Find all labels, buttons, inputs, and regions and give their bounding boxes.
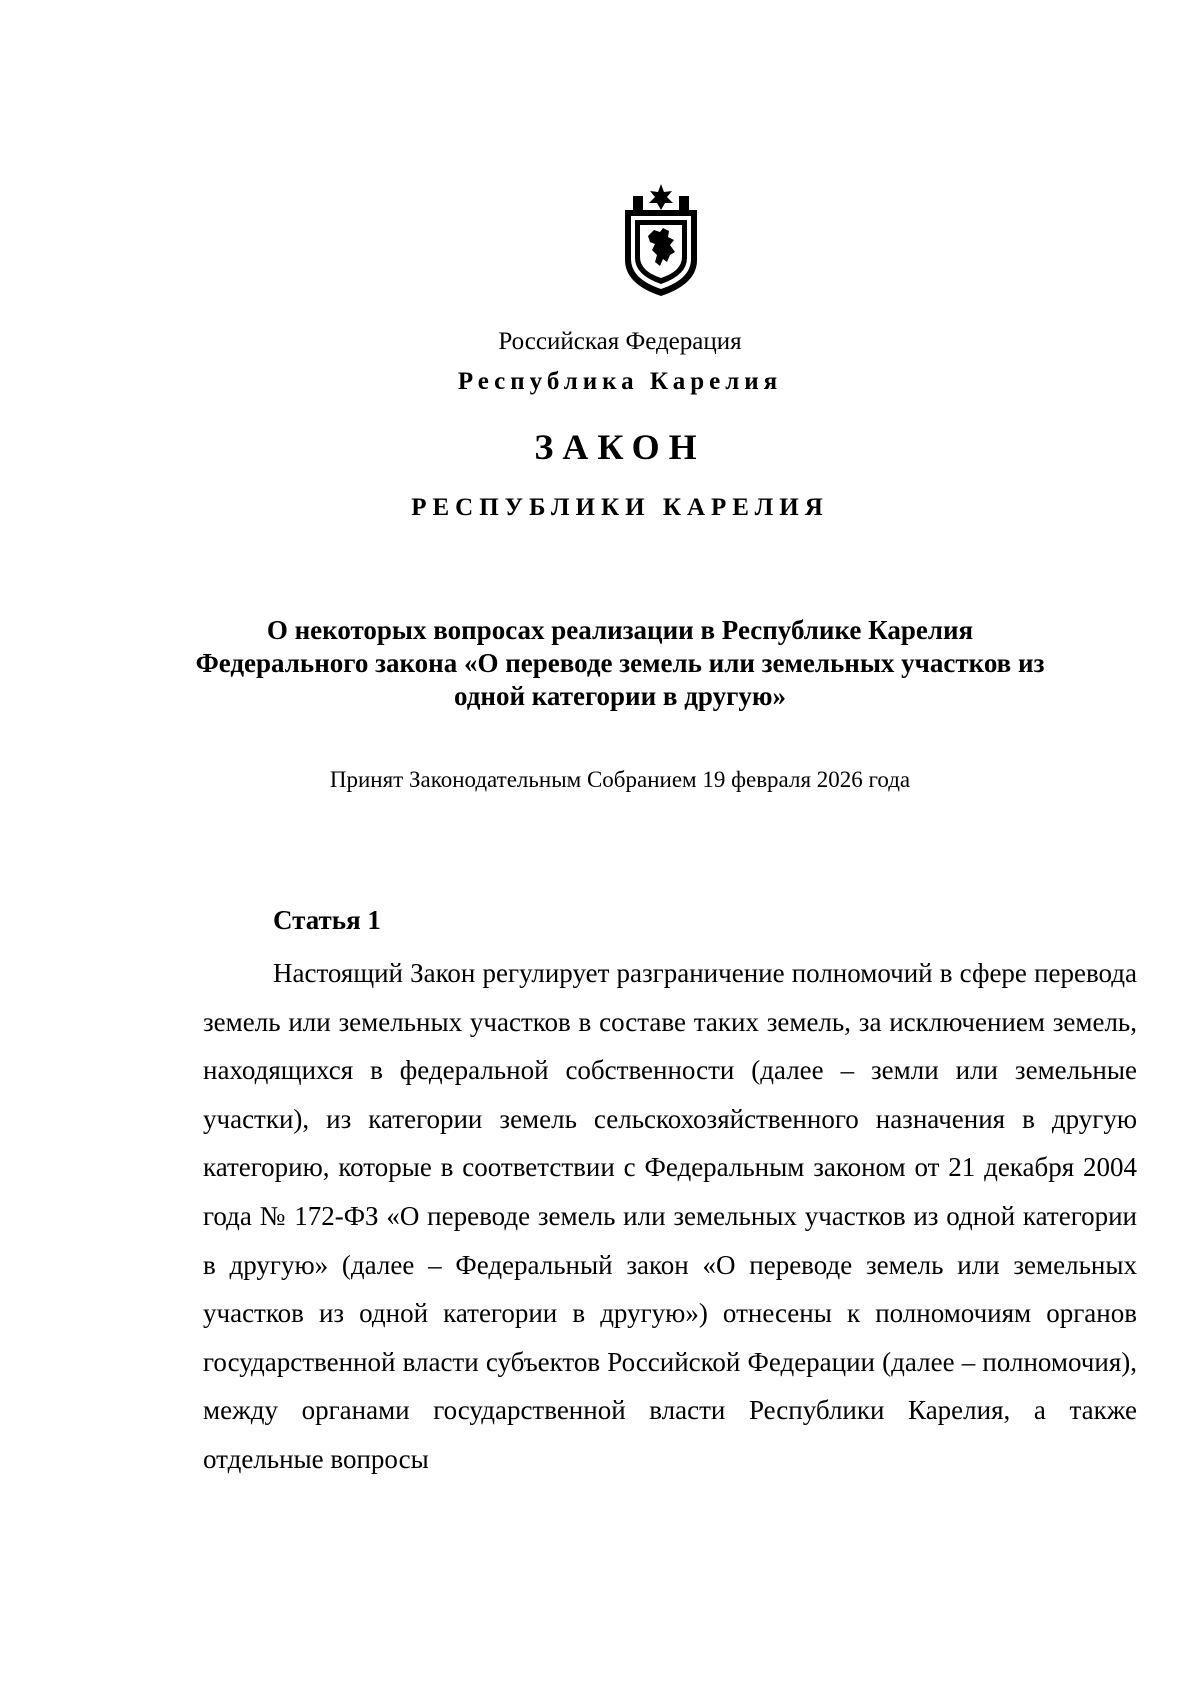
coat-of-arms-icon xyxy=(617,182,705,298)
article-heading: Статья 1 xyxy=(273,905,381,935)
law-title-line: одной категории в другую» xyxy=(454,681,786,711)
country-name: Российская Федерация xyxy=(498,328,742,355)
emblem-star xyxy=(649,184,673,210)
law-title-line: О некоторых вопросах реализации в Республике Карелия xyxy=(266,615,974,645)
law-subject: РЕСПУБЛИКИ КАРЕЛИЯ xyxy=(411,494,829,521)
law-title-line: Федерального закона «О переводе земель или земельных участков из xyxy=(195,648,1045,678)
article-text: Настоящий Закон регулирует разграничение полномочий в сфере перевода земель или земельных участков в составе таких земель, за исключением земель, находящихся в федеральной собственности (далее – земли или земельные участки), из категории земель сельскохозяйственного назначения в другую категорию, которые в соответствии с Федеральным законом от 21 декабря 2004 года № 172-ФЗ «О переводе земель или земельных участков из одной категории в другую» (далее – Федеральный закон «О переводе земель или земельных участков из одной категории в другую») отнесены к полномочиям органов государственной власти субъектов Российской Федерации (далее – полномочия), между органами государственной власти Республики Карелия, а также отдельные вопросы xyxy=(203,958,1137,1474)
law-title xyxy=(0,614,1200,713)
republic-name: Республика Карелия xyxy=(457,368,783,395)
law-heading: ЗАКОН xyxy=(534,427,706,467)
adoption-note: Принят Законодательным Собранием 19 февраля 2026 года xyxy=(329,767,911,792)
